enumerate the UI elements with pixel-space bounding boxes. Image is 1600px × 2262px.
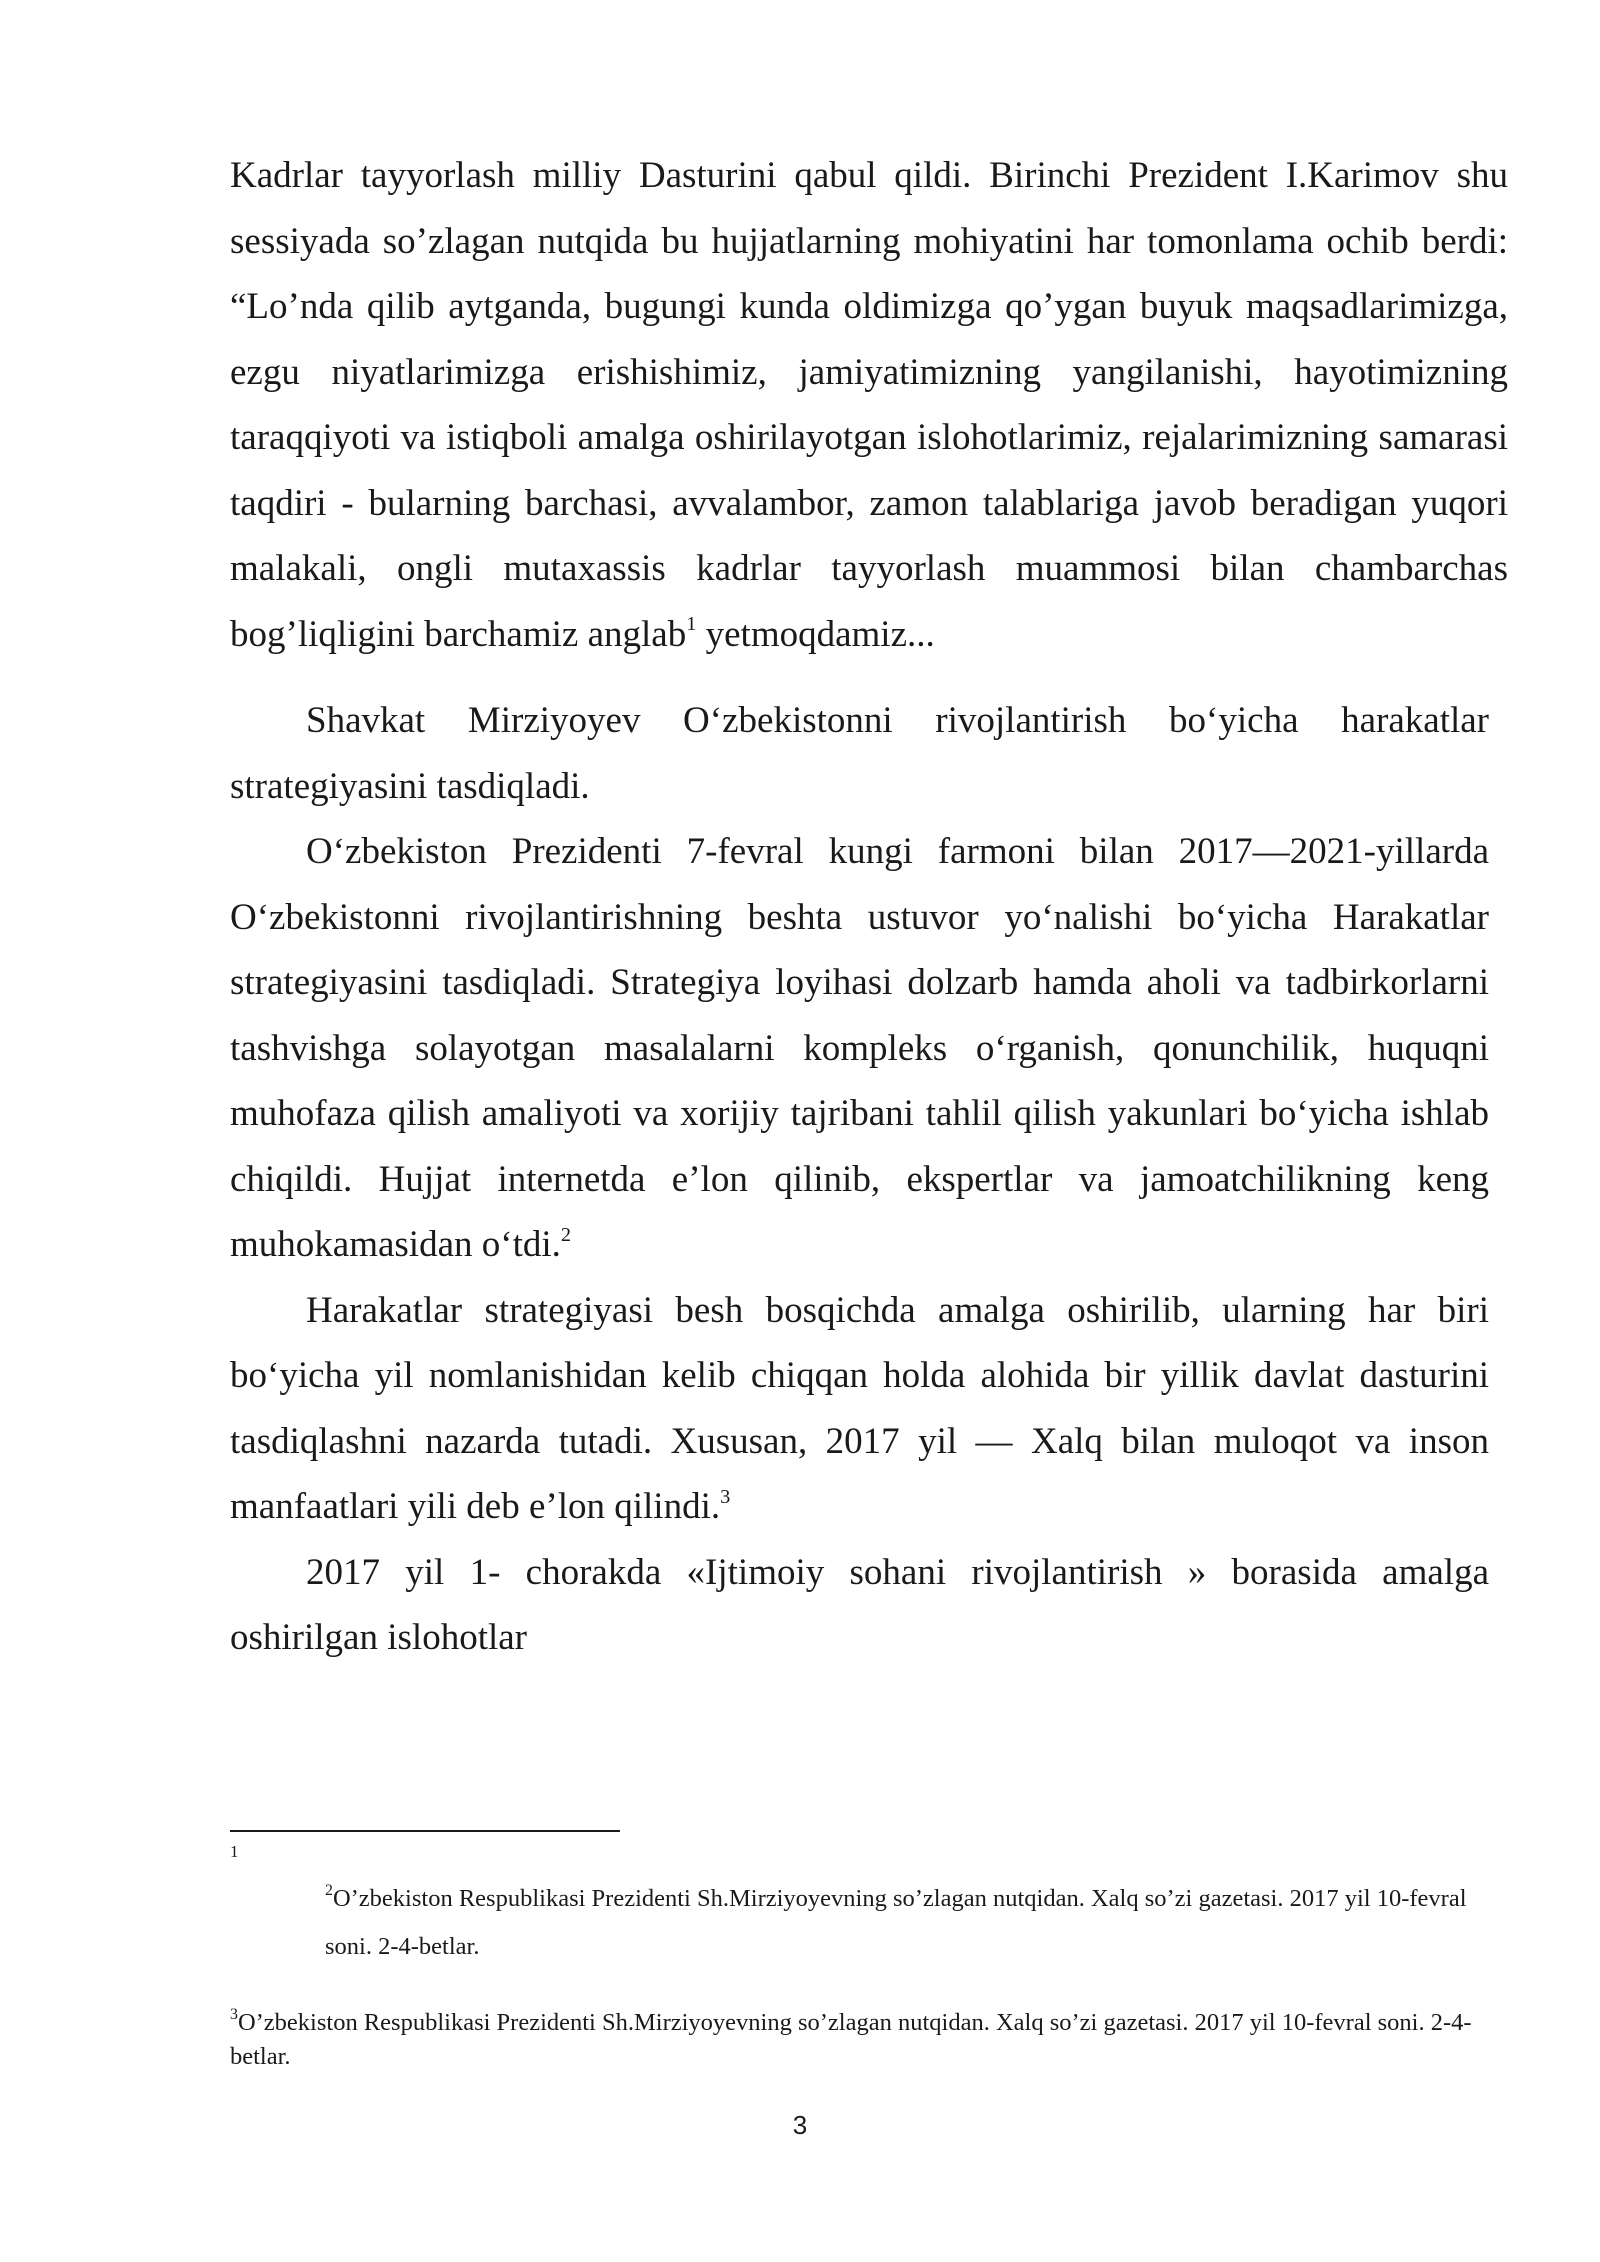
footnote-reference: 2 (560, 1223, 572, 1246)
paragraph-text: yetmoqdamiz... (696, 613, 935, 655)
paragraph-social-reforms (230, 1540, 1489, 1671)
footnote-separator (230, 1830, 620, 1832)
footnote-2-text: O’zbekiston Respublikasi Prezidenti Sh.Mirziyoyevning so’zlagan nutqidan. Xalq so’zi gazetasi. 2017 yil 10-fevral soni. 2-4-betlar. (325, 1885, 1467, 1960)
paragraph-text: Harakatlar strategiyasi besh bosqichda amalga oshirilib, ularning har biri bo‘yicha yil nomlanishidan kelib chiqqan holda alohida bir yillik davlat dasturini tasdiqlashni nazarda tutadi. Xususan, 2017 yil — Xalq bilan muloqot va inson manfaatlari yili deb e’lon qilindi. (230, 1289, 1489, 1527)
footnote-reference: 1 (686, 613, 697, 636)
footnote-1-mark: 1 (230, 1842, 239, 1861)
paragraph-text: O‘zbekiston Prezidenti 7-fevral kungi farmoni bilan 2017—2021-yillarda O‘zbekistonni rivojlantirishning beshta ustuvor yo‘nalishi bo‘yicha Harakatlar strategiyasini tasdiqladi. Strategiya loyihasi dolzarb hamda aholi va tadbirkorlarni tashvishga solayotgan masalalarni kompleks o‘rganish, qonunchilik, huquqni muhofaza qilish amaliyoti va xorijiy tajribani tahlil qilish yakunlari bo‘yicha ishlab chiqildi. Hujjat internetda e’lon qilinib, ekspertlar va jamoatchilikning keng muhokamasidan o‘tdi. (230, 831, 1489, 1265)
footnote-3-mark: 3 (230, 2006, 238, 2024)
paragraph-line: strategiyasini tasdiqladi. (230, 765, 590, 807)
footnote-2-mark: 2 (325, 1882, 333, 1900)
paragraph-strategy-approval (230, 688, 1489, 819)
paragraph-line: oshirilgan islohotlar (230, 1617, 527, 1658)
footnote-2 (325, 1875, 1495, 1971)
paragraph-line: Shavkat Mirziyoyev O‘zbekistonni rivojlantirish bo‘yicha harakatlar (306, 700, 1489, 741)
footnote-reference: 3 (720, 1485, 731, 1508)
paragraph-decree (230, 819, 1489, 1278)
paragraph-stages (230, 1278, 1489, 1540)
footnote-3-text: O’zbekiston Respublikasi Prezidenti Sh.Mirziyoyevning so’zlagan nutqidan. Xalq so’zi gazetasi. 2017 yil 10-fevral soni. 2-4-betlar. (230, 2009, 1472, 2070)
footnote-3 (230, 2006, 1508, 2074)
paragraph-text: Kadrlar tayyorlash milliy Dasturini qabul qildi. Birinchi Prezident I.Karimov shu sessiyada so’zlagan nutqida bu hujjatlarning mohiyatini har tomonlama ochib berdi: “Lo’nda qilib aytganda, bugungi kunda oldimizga qo’ygan buyuk maqsadlarimizga, ezgu niyatlarimizga erishishimiz, jamiyatimizning yangilanishi, hayotimizning taraqqiyoti va istiqboli amalga oshirilayotgan islohotlarimiz, rejalarimizning samarasi taqdiri - bularning barchasi, avvalambor, zamon talablariga javob beradigan yuqori malakali, ongli mutaxassis kadrlar tayyorlash muammosi bilan chambarchas bog’liqligini barchamiz anglab (230, 155, 1508, 655)
page-number: 3 (792, 2110, 808, 2140)
paragraph-line: 2017 yil 1- chorakda «Ijtimoiy sohani rivojlantirish » borasida amalga (306, 1551, 1489, 1593)
paragraph-karimov-quote (230, 143, 1508, 667)
main-paragraphs (230, 688, 1489, 1671)
